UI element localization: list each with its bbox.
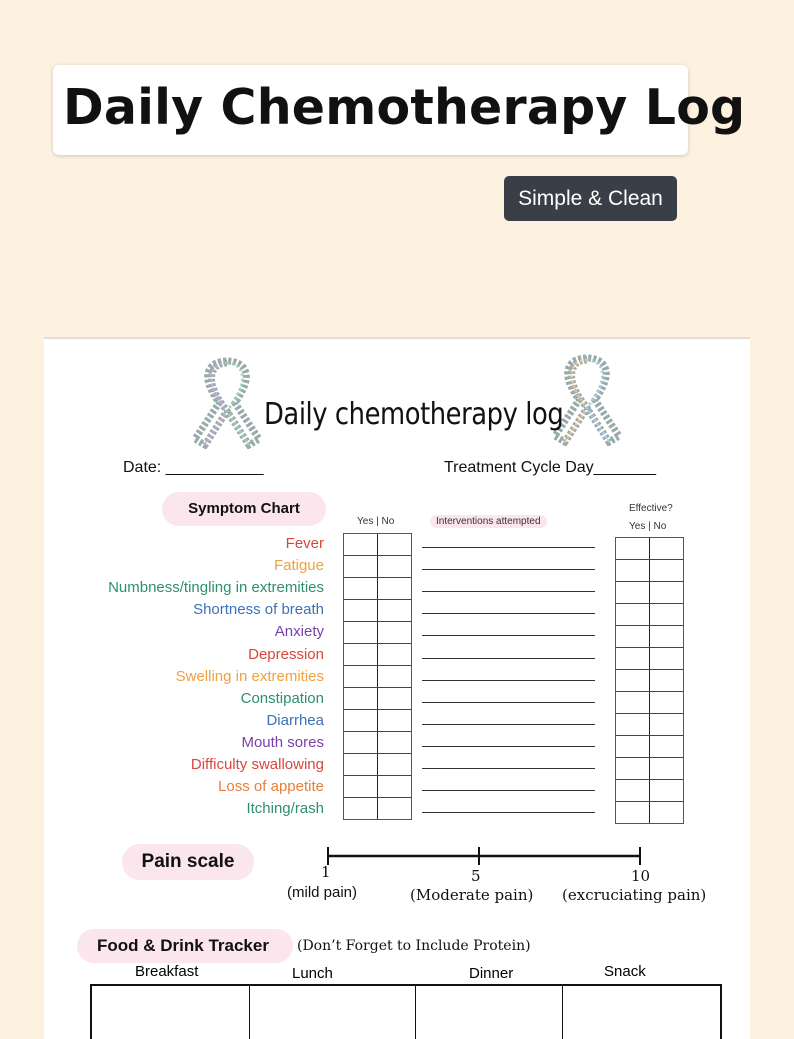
intervention-line[interactable] bbox=[422, 790, 595, 791]
yes-no-row[interactable] bbox=[344, 578, 411, 600]
effective-header: Effective? bbox=[629, 503, 673, 514]
food-table-divider bbox=[415, 986, 416, 1039]
yes-no-row[interactable] bbox=[344, 776, 411, 798]
food-table-divider bbox=[562, 986, 563, 1039]
page-title: Daily Chemotherapy Log bbox=[63, 79, 746, 136]
symptom-label: Shortness of breath bbox=[193, 601, 324, 619]
intervention-line[interactable] bbox=[422, 569, 595, 570]
effective-yes-no-grid[interactable] bbox=[615, 537, 684, 824]
yes-no-header: Yes | No bbox=[357, 516, 395, 527]
symptom-label: Numbness/tingling in extremities bbox=[108, 579, 324, 597]
food-table-divider bbox=[249, 986, 250, 1039]
pain-max-value: 10 bbox=[631, 867, 651, 885]
symptom-label: Anxiety bbox=[274, 623, 324, 641]
log-sheet bbox=[44, 337, 750, 1039]
intervention-line[interactable] bbox=[422, 812, 595, 813]
meal-label-lunch: Lunch bbox=[292, 965, 333, 982]
yes-no-row[interactable] bbox=[344, 754, 411, 776]
intervention-line[interactable] bbox=[422, 613, 595, 614]
symptom-label: Fatigue bbox=[273, 557, 324, 575]
yes-no-row[interactable] bbox=[344, 622, 411, 644]
effective-row[interactable] bbox=[616, 714, 683, 736]
symptom-label: Difficulty swallowing bbox=[190, 756, 324, 773]
yes-no-row[interactable] bbox=[344, 534, 411, 556]
meal-label-dinner: Dinner bbox=[469, 965, 514, 982]
effective-row[interactable] bbox=[616, 604, 683, 626]
pain-scale-line bbox=[324, 844, 644, 866]
symptom-label: Fever bbox=[285, 535, 324, 552]
yes-no-row[interactable] bbox=[344, 798, 411, 819]
yes-no-row[interactable] bbox=[344, 644, 411, 666]
intervention-line[interactable] bbox=[422, 746, 595, 747]
yes-no-row[interactable] bbox=[344, 732, 411, 754]
symptom-label: Constipation bbox=[240, 689, 324, 707]
intervention-line[interactable] bbox=[422, 658, 595, 659]
effective-row[interactable] bbox=[616, 626, 683, 648]
symptom-label: Depression bbox=[248, 645, 324, 663]
effective-row[interactable] bbox=[616, 758, 683, 780]
effective-row[interactable] bbox=[616, 560, 683, 582]
intervention-line[interactable] bbox=[422, 680, 595, 681]
title-card bbox=[53, 65, 746, 155]
food-tracker-heading: Food & Drink Tracker bbox=[77, 929, 293, 963]
effective-row[interactable] bbox=[616, 582, 683, 604]
symptom-label: Loss of appetite bbox=[218, 778, 324, 796]
yes-no-row[interactable] bbox=[344, 710, 411, 732]
intervention-line[interactable] bbox=[422, 635, 595, 636]
intervention-line[interactable] bbox=[422, 724, 595, 725]
intervention-line[interactable] bbox=[422, 591, 595, 592]
symptom-label: Diarrhea bbox=[266, 711, 324, 729]
symptom-chart-heading: Symptom Chart bbox=[162, 492, 326, 526]
effective-row[interactable] bbox=[616, 670, 683, 692]
sheet-title: Daily chemotherapy log bbox=[264, 397, 564, 432]
style-badge[interactable]: Simple & Clean bbox=[504, 176, 677, 221]
interventions-header: Interventions attempted bbox=[430, 515, 547, 528]
symptom-label: Swelling in extremities bbox=[175, 667, 324, 685]
awareness-ribbon-icon bbox=[189, 357, 265, 449]
effective-row[interactable] bbox=[616, 538, 683, 560]
date-field[interactable]: Date: ___________ bbox=[123, 459, 264, 476]
pain-max-label: (excruciating pain) bbox=[562, 886, 707, 904]
intervention-line[interactable] bbox=[422, 768, 595, 769]
meal-label-snack: Snack bbox=[604, 963, 646, 980]
pain-min-value: 1 bbox=[321, 863, 331, 881]
food-tracker-note: (Don’t Forget to Include Protein) bbox=[297, 938, 531, 954]
intervention-line[interactable] bbox=[422, 702, 595, 703]
food-table[interactable] bbox=[90, 984, 722, 1039]
yes-no-row[interactable] bbox=[344, 600, 411, 622]
effective-row[interactable] bbox=[616, 648, 683, 670]
yes-no-row[interactable] bbox=[344, 666, 411, 688]
symptom-label: Mouth sores bbox=[241, 733, 324, 751]
effective-row[interactable] bbox=[616, 736, 683, 758]
pain-scale-heading: Pain scale bbox=[122, 844, 254, 880]
pain-min-label: (mild pain) bbox=[287, 884, 358, 901]
effective-row[interactable] bbox=[616, 802, 683, 823]
meal-label-breakfast: Breakfast bbox=[135, 963, 199, 980]
cycle-day-field[interactable]: Treatment Cycle Day_______ bbox=[444, 459, 656, 476]
effective-row[interactable] bbox=[616, 692, 683, 714]
intervention-line[interactable] bbox=[422, 547, 595, 548]
effective-row[interactable] bbox=[616, 780, 683, 802]
symptom-yes-no-grid[interactable] bbox=[343, 533, 412, 820]
yes-no-row[interactable] bbox=[344, 556, 411, 578]
yes-no-row[interactable] bbox=[344, 688, 411, 710]
effective-yes-no-header: Yes | No bbox=[629, 521, 667, 532]
pain-mid-value: 5 bbox=[471, 867, 481, 885]
pain-mid-label: (Moderate pain) bbox=[410, 886, 534, 904]
symptom-label: Itching/rash bbox=[246, 800, 324, 818]
